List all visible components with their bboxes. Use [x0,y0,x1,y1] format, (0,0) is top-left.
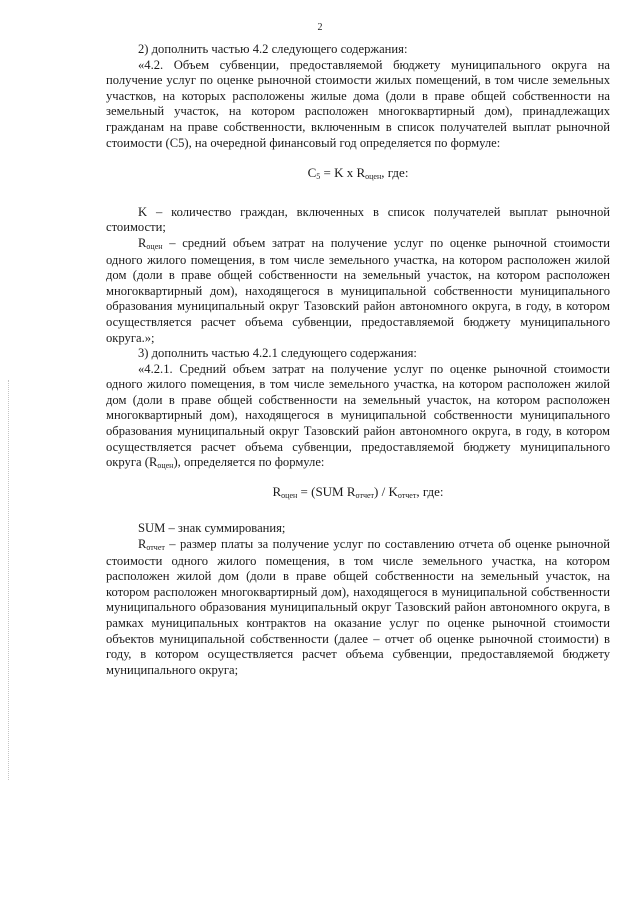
formula-r-sub1: оцен [281,490,298,500]
definition-k: K – количество граждан, включенных в список получателей выплат рыночной стоимости; [106,204,610,235]
definition-r-otchet [106,537,610,678]
formula-r-sub2: отчет [355,490,375,500]
formula-c5-mid: = K x R [320,165,366,181]
paragraph-4-2-1-text [106,362,610,472]
page-number: 2 [317,22,323,33]
paragraph-4-2-1-head: «4.2.1. Средний объем затрат на получение услуг по оценке рыночной стоимости одного жилого помещения, в том числе земельного участка, на котором расположен жилой дом (доли в праве общей собственности на земельный участок, на котором расположен многоквартирный дом), находящегося в муниципальной собственности муниципального образования муниципальный округ Тазовский район автономного округа, в году, в котором осуществляется расчет объема субвенции, предоставляемой бюджету муниципального округа (R [106,361,610,470]
paragraph-4-2-1-tail: ), определяется по формуле: [173,455,325,470]
formula-c5-lead: C [307,165,317,181]
definition-r-ocen-text: – средний объем затрат на получение услуг по оценке рыночной стоимости одного жилого помещения, в том числе земельного участка, на котором расположен жилой дом (доли в праве общей собственности на земельный участок, на котором расположен многоквартирный дом), находящегося в муниципальной собственности муниципального образования муниципальный округ Тазовский район автономного округа, в году, в котором осуществляется расчет объема субвенции, предоставляемой бюджету муниципального округа.»; [106,235,610,345]
definition-r-otchet-text: – размер платы за получение услуг по составлению отчета об оценке рыночной стоимости одного жилого помещения, в том числе земельного участка, на котором расположен жилой дом (доли в праве общей собственности на земельный участок, на котором расположен многоквартирный дом), находящегося в муниципальной собственности муниципального образования муниципальный округ Тазовский район автономного округа, в рамках муниципальных контрактов на оказание услуг по оценке рыночной стоимости объектов муниципальной собственности (далее – отчет об оценке рыночной стоимости) в году, в котором осуществляется расчет объема субвенции, предоставляемой бюджету муниципального округа; [106,537,610,677]
paragraph-4-2-1-sub: оцен [157,461,174,471]
formula-r-ocen [106,484,610,502]
definition-sum: SUM – знак суммирования; [138,521,286,536]
document-body [106,42,610,678]
formula-r-tail: , где: [416,483,444,499]
definition-r-ocen-lead: R [138,235,147,250]
formula-c5-sub2: оцен [365,172,382,182]
definition-r-ocen [106,236,610,346]
formula-r-mid2: ) / K [374,483,398,499]
formula-r-lead: R [272,483,282,499]
paragraph-amendment-4-2: 2) дополнить частью 4.2 следующего содержания: [138,42,408,56]
scan-edge-marks [8,380,9,780]
definition-r-otchet-sub: отчет [146,543,165,553]
formula-c5-sub1: 5 [316,172,321,182]
definition-r-otchet-lead: R [138,537,147,552]
definition-r-ocen-sub: оцен [146,241,163,251]
formula-r-mid: = (SUM R [297,483,356,499]
paragraph-4-2-text: «4.2. Объем субвенции, предоставляемой бюджету муниципального округа на получение услуг по оценке рыночной стоимости жилых помещений, в том числе земельных участков, на которых расположены жилые дома (доли в праве общей собственности на земельный участок, на котором расположен многоквартирный дом), принадлежащих гражданам на праве собственности, включенным в список получателей выплат рыночной стоимости (C5), на очередной финансовый год определяется по формуле: [106,57,610,150]
formula-c5 [106,165,610,183]
paragraph-amendment-4-2-1: 3) дополнить частью 4.2.1 следующего содержания: [138,346,417,361]
formula-c5-tail: , где: [381,165,409,181]
formula-r-sub3: отчет [397,490,417,500]
